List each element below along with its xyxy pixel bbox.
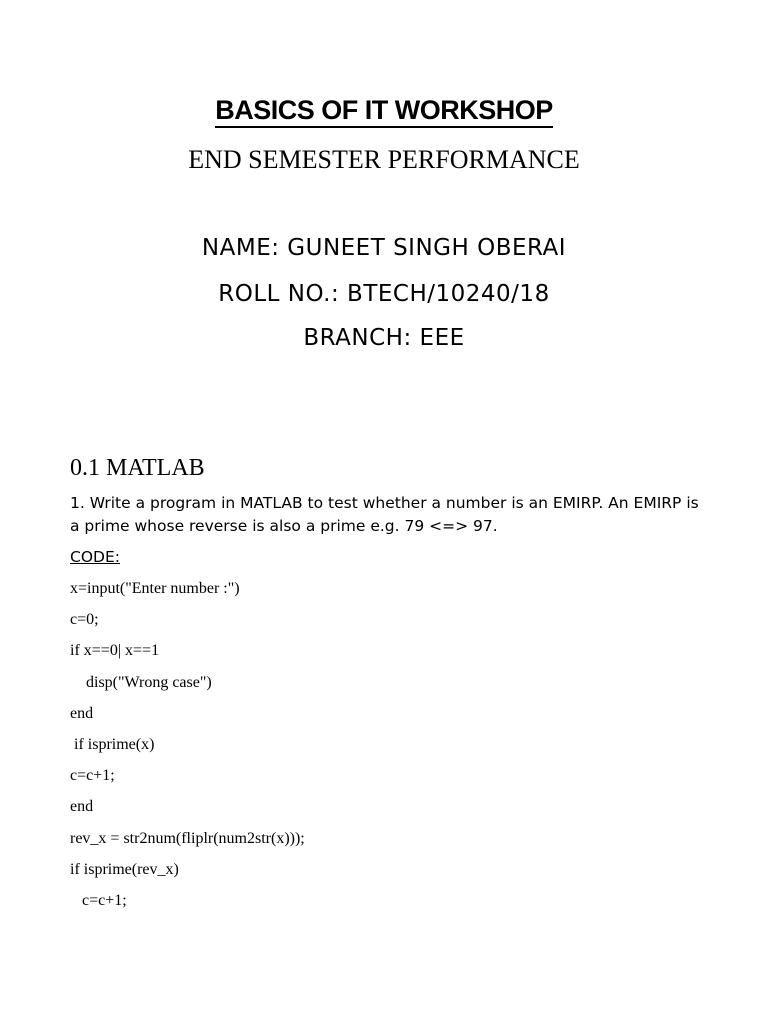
code-line: disp("Wrong case") xyxy=(70,674,212,691)
question-text: 1. Write a program in MATLAB to test whether a number is an EMIRP. An EMIRP is a prime whose reverse is also a prime e.g. 79 <=> 97. xyxy=(70,494,699,535)
code-line: if x==0| x==1 xyxy=(70,642,160,659)
code-label: CODE: xyxy=(70,548,120,566)
document-title xyxy=(0,92,768,128)
code-line: x=input("Enter number :") xyxy=(70,580,240,597)
branch: BRANCH: EEE xyxy=(303,325,465,351)
student-name: NAME: GUNEET SINGH OBERAI xyxy=(201,235,567,261)
code-line: end xyxy=(70,705,94,722)
document-title-text: BASICS OF IT WORKSHOP xyxy=(215,95,553,128)
roll-number: ROLL NO.: BTECH/10240/18 xyxy=(218,281,550,307)
section-heading: 0.1 MATLAB xyxy=(70,455,205,481)
code-line: if isprime(x) xyxy=(70,736,155,753)
code-line: if isprime(rev_x) xyxy=(70,861,179,878)
code-line: c=c+1; xyxy=(70,767,115,784)
document-subtitle: END SEMESTER PERFORMANCE xyxy=(188,145,580,174)
code-line: rev_x = str2num(fliplr(num2str(x))); xyxy=(70,830,305,847)
code-line: c=0; xyxy=(70,611,99,628)
code-line: end xyxy=(70,798,94,815)
code-line: c=c+1; xyxy=(70,892,127,909)
